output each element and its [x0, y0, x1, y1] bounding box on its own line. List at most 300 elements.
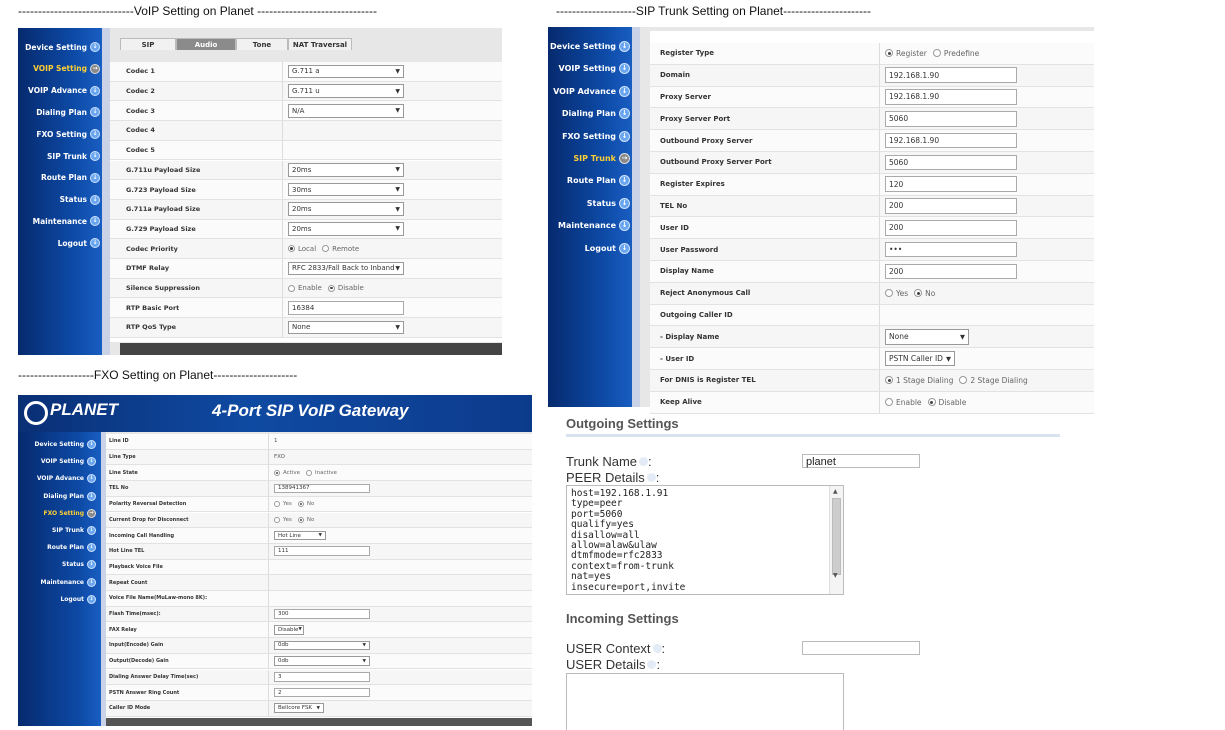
nav-item-voip-advance[interactable] — [28, 86, 100, 96]
nav-item-dialing-plan[interactable] — [36, 107, 100, 117]
column-divider — [268, 560, 269, 575]
field-label: Register Type — [660, 49, 714, 58]
disable-radio-option[interactable] — [928, 398, 967, 407]
chevron-down-icon: ▼ — [395, 186, 400, 194]
column-divider — [282, 298, 283, 317]
dtmf-relay-select[interactable] — [288, 262, 404, 276]
sip-row-outgoing-caller-id — [650, 305, 1094, 327]
nav-item-voip-setting[interactable] — [41, 457, 96, 466]
gateway-title: 4-Port SIP VoIP Gateway — [212, 401, 409, 420]
enable-radio-option[interactable] — [885, 398, 922, 407]
codec-1-select[interactable] — [288, 65, 404, 79]
nav-item-sip-trunk[interactable] — [573, 153, 630, 164]
column-divider — [268, 575, 269, 590]
tab-tone[interactable]: Tone — [236, 38, 288, 50]
chevron-down-icon: ▼ — [298, 627, 302, 633]
voip-row-g-723-payload-size — [110, 180, 502, 200]
field-label: G.711u Payload Size — [126, 165, 201, 174]
field-label: G.723 Payload Size — [126, 185, 196, 194]
help-icon[interactable] — [653, 644, 662, 653]
voip-row-codec-1 — [110, 62, 502, 82]
fxo-row-playback-voice-file — [106, 560, 532, 576]
chevron-down-icon: ▼ — [395, 67, 400, 75]
nav-item-maintenance[interactable] — [33, 216, 100, 226]
proxy-server-port-input[interactable]: 5060 — [885, 111, 1017, 127]
field-value-cell — [274, 450, 285, 465]
pstn-answer-ring-count-input[interactable]: 2 — [274, 688, 370, 698]
radio-button[interactable] — [298, 501, 304, 507]
radio-button[interactable] — [274, 501, 280, 507]
field-label: Codec 4 — [126, 126, 155, 135]
field-label: Domain — [660, 71, 691, 80]
select-value: None — [889, 332, 909, 342]
rtp-basic-port-input[interactable]: 16384 — [288, 301, 404, 315]
planet-logo: PLANET — [50, 400, 118, 419]
field-value-cell — [288, 298, 404, 317]
radio-label: No — [306, 501, 315, 508]
nav-item-logout[interactable] — [585, 243, 630, 254]
nav-item-voip-setting[interactable] — [33, 64, 100, 74]
column-divider — [282, 180, 283, 199]
radio-button[interactable] — [274, 517, 280, 523]
nav-item-label: VOIP Setting — [558, 64, 616, 74]
voip-sidebar — [18, 28, 110, 355]
select-value: 30ms — [292, 185, 312, 194]
sip-row-display-name — [650, 261, 1094, 283]
voip-content — [110, 28, 502, 355]
codec-2-select[interactable] — [288, 84, 404, 98]
nav-item-route-plan[interactable] — [567, 175, 630, 186]
chevron-down-icon: ▼ — [362, 642, 366, 648]
nav-item-logout[interactable] — [60, 595, 96, 604]
nav-item-maintenance[interactable] — [558, 220, 630, 231]
hot-line-tel-input[interactable]: 111 — [274, 546, 370, 556]
yes-radio-option[interactable] — [885, 289, 908, 298]
radio-label: 1 Stage Dialing — [896, 375, 954, 385]
nav-item-label: VOIP Advance — [28, 86, 87, 96]
fxo-row-line-id — [106, 434, 532, 450]
column-divider — [268, 434, 269, 449]
nav-item-label: Device Setting — [34, 441, 84, 448]
field-label: Incoming Call Handling — [109, 532, 175, 539]
chevron-down-icon: ▼ — [316, 705, 320, 711]
help-icon[interactable] — [639, 457, 648, 466]
outbound-proxy-server-port-input[interactable]: 5060 — [885, 155, 1017, 171]
flash-time-msec-input[interactable]: 300 — [274, 609, 370, 619]
field-label: Codec Priority — [126, 244, 178, 253]
nav-item-maintenance[interactable] — [40, 578, 96, 587]
2-stage-dialing-radio-option[interactable] — [959, 376, 1027, 385]
proxy-server-input[interactable]: 192.168.1.90 — [885, 89, 1017, 105]
outgoing-settings-title: Outgoing Settings — [566, 416, 679, 431]
yes-radio-option[interactable] — [274, 501, 292, 507]
field-label: Line ID — [109, 438, 129, 445]
nav-item-logout[interactable] — [58, 238, 100, 248]
nav-item-label: Dialing Plan — [561, 109, 616, 119]
select-value: N/A — [292, 106, 305, 115]
field-label: Line Type — [109, 454, 136, 461]
voip-row-codec-priority — [110, 239, 502, 259]
nav-item-label: Logout — [60, 595, 84, 603]
field-label: DTMF Relay — [126, 264, 170, 273]
nav-item-label: Status — [59, 195, 87, 205]
column-divider — [268, 607, 269, 622]
fxo-row-output-decode-gain — [106, 654, 532, 670]
nav-item-label: Route Plan — [566, 176, 616, 186]
outbound-proxy-server-input[interactable]: 192.168.1.90 — [885, 133, 1017, 149]
select-value: Bellcore FSK — [278, 705, 313, 712]
user-password-input[interactable]: ••• — [885, 242, 1017, 258]
no-radio-option[interactable] — [298, 501, 314, 507]
nav-item-fxo-setting[interactable] — [36, 129, 100, 139]
radio-button[interactable] — [288, 285, 295, 292]
field-value-cell — [288, 62, 404, 81]
arrow-down-circle-icon: ↓ — [87, 560, 96, 569]
select-value: Disable — [278, 626, 299, 633]
local-radio-option[interactable] — [288, 245, 316, 253]
field-label: G.711a Payload Size — [126, 205, 201, 214]
select-value: Hot Line — [278, 532, 301, 539]
radio-button[interactable] — [306, 470, 312, 476]
predefine-radio-option[interactable] — [933, 49, 979, 58]
field-value-cell — [885, 130, 1017, 151]
no-radio-option[interactable] — [298, 517, 314, 523]
column-divider — [282, 161, 283, 180]
tel-no-input[interactable]: 200 — [885, 198, 1017, 214]
sip-row-outbound-proxy-server — [650, 130, 1094, 152]
nav-item-fxo-setting[interactable] — [44, 509, 96, 518]
chevron-down-icon: ▼ — [960, 332, 965, 341]
voip-row-codec-4 — [110, 121, 502, 141]
disable-radio-option[interactable] — [328, 284, 364, 292]
no-radio-option[interactable] — [914, 289, 935, 298]
radio-button[interactable] — [885, 376, 893, 384]
fxo-sidebar — [18, 432, 106, 726]
tab-audio[interactable]: Audio — [176, 38, 236, 50]
field-value-cell — [274, 528, 326, 543]
fxo-row-incoming-call-handling — [106, 528, 532, 544]
field-value-cell — [274, 434, 278, 449]
chevron-down-icon: ▼ — [946, 354, 951, 363]
field-label: - Display Name — [660, 332, 720, 341]
nav-item-label: Route Plan — [40, 173, 87, 183]
fxo-row-tel-no — [106, 481, 532, 497]
dialing-answer-delay-time-sec-input[interactable]: 3 — [274, 672, 370, 682]
scroll-down-icon[interactable]: ▼ — [833, 572, 838, 579]
column-divider — [282, 200, 283, 219]
radio-button[interactable] — [288, 245, 295, 252]
fax-relay-select[interactable] — [274, 625, 304, 635]
field-label: Current Drop for Disconnect — [109, 516, 189, 523]
radio-button[interactable] — [933, 49, 941, 57]
field-label: Output(Decode) Gain — [109, 658, 169, 665]
voip-row-g-711a-payload-size — [110, 200, 502, 220]
arrow-down-circle-icon: ↓ — [619, 86, 630, 97]
nav-item-sip-trunk[interactable] — [47, 151, 100, 161]
voip-footer-bar — [120, 343, 502, 355]
radio-button[interactable] — [914, 289, 922, 297]
arrow-down-circle-icon: ↓ — [90, 216, 100, 226]
incoming-settings-title: Incoming Settings — [566, 611, 679, 626]
nav-item-route-plan[interactable] — [47, 543, 96, 552]
radio-button[interactable] — [928, 398, 936, 406]
user-id-input[interactable]: 200 — [885, 220, 1017, 236]
radio-label: Inactive — [315, 469, 337, 476]
radio-label: Disable — [938, 397, 967, 407]
column-divider — [268, 654, 269, 669]
field-text: FXO — [274, 454, 285, 461]
column-divider — [879, 348, 880, 369]
chevron-down-icon: ▼ — [395, 264, 400, 272]
chevron-down-icon: ▼ — [395, 87, 400, 95]
column-divider — [879, 392, 880, 413]
column-divider — [268, 465, 269, 480]
fxo-caption: -------------------FXO Setting on Planet--------------------- — [18, 368, 298, 382]
peer-details-scrollbar[interactable] — [829, 486, 843, 594]
arrow-down-circle-icon: ↓ — [90, 42, 100, 52]
column-divider — [879, 65, 880, 86]
nav-item-status[interactable] — [60, 195, 100, 205]
field-label: For DNIS is Register TEL — [660, 376, 756, 385]
field-label: Codec 1 — [126, 67, 155, 76]
fxo-row-line-type — [106, 450, 532, 466]
rtp-qos-type-select[interactable] — [288, 321, 404, 335]
field-label: - User ID — [660, 354, 695, 363]
chevron-down-icon: ▼ — [395, 205, 400, 213]
g-711u-payload-size-select[interactable] — [288, 163, 404, 177]
sip-row-for-dnis-is-register-tel — [650, 370, 1094, 392]
radio-label: Yes — [283, 501, 292, 508]
field-value-cell — [288, 161, 404, 180]
field-value-cell — [274, 544, 370, 559]
codec-3-select[interactable] — [288, 104, 404, 118]
radio-button[interactable] — [298, 517, 304, 523]
enable-radio-option[interactable] — [288, 284, 322, 292]
nav-item-device-setting[interactable] — [550, 41, 630, 52]
arrow-down-circle-icon: ↓ — [619, 198, 630, 209]
radio-button[interactable] — [885, 398, 893, 406]
nav-item-label: FXO Setting — [562, 131, 616, 141]
voip-row-codec-3 — [110, 101, 502, 121]
arrow-down-circle-icon: ↓ — [619, 131, 630, 142]
yes-radio-option[interactable] — [274, 517, 292, 523]
field-label: Register Expires — [660, 180, 725, 189]
field-value-cell — [274, 513, 320, 528]
user-details-textarea[interactable] — [566, 673, 844, 730]
field-label: User ID — [660, 223, 689, 232]
nav-item-label: FXO Setting — [43, 509, 84, 517]
field-value-cell — [885, 239, 1017, 260]
nav-item-voip-setting[interactable] — [559, 63, 630, 74]
scroll-up-icon[interactable]: ▲ — [833, 488, 838, 495]
field-label: User Password — [660, 245, 719, 254]
user-context-input[interactable] — [802, 641, 920, 655]
radio-button[interactable] — [274, 470, 280, 476]
g-729-payload-size-select[interactable] — [288, 222, 404, 236]
nav-item-device-setting[interactable] — [35, 440, 96, 449]
nav-item-label: SIP Trunk — [573, 154, 616, 163]
g-723-payload-size-select[interactable] — [288, 183, 404, 197]
voip-caption: -----------------------------VoIP Setting on Planet ------------------------------ — [18, 4, 377, 18]
field-text: 1 — [274, 438, 278, 445]
field-label: Hot Line TEL — [109, 548, 145, 555]
fxo-row-polarity-reversal-detection — [106, 497, 532, 513]
fxo-header — [18, 395, 532, 432]
column-divider — [282, 62, 283, 81]
nav-item-label: Device Setting — [550, 42, 616, 51]
fxo-row-line-state — [106, 465, 532, 481]
sip-row-user-id — [650, 348, 1094, 370]
field-value-cell — [885, 152, 1017, 173]
g-711a-payload-size-select[interactable] — [288, 202, 404, 216]
active-radio-option[interactable] — [274, 470, 300, 476]
nav-item-status[interactable] — [62, 560, 96, 569]
radio-button[interactable] — [328, 285, 335, 292]
arrow-down-circle-icon: ↓ — [87, 492, 96, 501]
remote-radio-option[interactable] — [322, 245, 359, 253]
column-divider — [268, 481, 269, 496]
domain-input[interactable]: 192.168.1.90 — [885, 67, 1017, 83]
select-value: None — [292, 323, 311, 332]
arrow-down-circle-icon: ↓ — [90, 151, 100, 161]
field-value-cell — [288, 259, 404, 278]
field-value-cell — [885, 261, 1017, 282]
column-divider — [282, 82, 283, 101]
select-value: 20ms — [292, 205, 312, 214]
field-value-cell — [288, 180, 404, 199]
select-value: 20ms — [292, 165, 312, 174]
display-name-input[interactable]: 200 — [885, 264, 1017, 280]
user-details-label: USER Details : — [566, 657, 661, 672]
user-id-select[interactable] — [885, 351, 955, 367]
arrow-down-circle-icon: ↓ — [87, 543, 96, 552]
radio-label: Enable — [298, 284, 322, 293]
1-stage-dialing-radio-option[interactable] — [885, 376, 953, 385]
column-divider — [268, 528, 269, 543]
nav-item-label: Maintenance — [557, 221, 616, 231]
sip-caption: --------------------SIP Trunk Setting on Planet---------------------- — [556, 4, 872, 18]
field-label: Outbound Proxy Server Port — [660, 158, 772, 167]
scrollbar-thumb[interactable] — [832, 498, 841, 575]
output-decode-gain-select[interactable] — [274, 656, 370, 666]
field-label: Codec 3 — [126, 106, 155, 115]
field-value-cell — [885, 108, 1017, 129]
register-expires-input[interactable]: 120 — [885, 176, 1017, 192]
arrow-down-circle-icon: ↓ — [90, 107, 100, 117]
radio-label: Enable — [896, 397, 922, 407]
field-value-cell — [274, 481, 370, 496]
display-name-select[interactable] — [885, 329, 969, 345]
help-icon[interactable] — [647, 473, 656, 482]
nav-item-voip-advance[interactable] — [37, 474, 96, 483]
register-radio-option[interactable] — [885, 49, 927, 58]
column-divider — [879, 217, 880, 238]
tab-nat-traversal[interactable]: NAT Traversal — [288, 38, 352, 50]
field-label: Silence Suppression — [126, 284, 200, 293]
inactive-radio-option[interactable] — [306, 470, 337, 476]
field-value-cell — [885, 217, 1017, 238]
fxo-row-pstn-answer-ring-count — [106, 685, 532, 701]
radio-button[interactable] — [885, 49, 893, 57]
planet-logo-icon — [24, 401, 48, 425]
field-value-cell — [274, 670, 370, 685]
incoming-call-handling-select[interactable] — [274, 531, 326, 541]
field-value-cell — [274, 622, 304, 637]
user-context-label: USER Context : — [566, 641, 666, 656]
field-value-cell — [885, 283, 941, 304]
tab-sip[interactable]: SIP — [120, 38, 176, 50]
nav-item-label: Logout — [57, 238, 87, 248]
caller-id-mode-select[interactable] — [274, 703, 324, 713]
column-divider — [282, 101, 283, 120]
arrow-down-circle-icon: ↓ — [619, 243, 630, 254]
voip-row-codec-5 — [110, 141, 502, 161]
nav-item-label: Status — [62, 561, 84, 569]
chevron-down-icon: ▼ — [395, 166, 400, 174]
nav-item-device-setting[interactable] — [25, 42, 100, 52]
fxo-row-dialing-answer-delay-time-sec — [106, 670, 532, 686]
radio-label: Yes — [896, 288, 909, 298]
nav-item-label: VOIP Advance — [36, 475, 84, 483]
field-label: Proxy Server Port — [660, 114, 731, 123]
sip-row-reject-anonymous-call — [650, 283, 1094, 305]
sip-row-proxy-server-port — [650, 108, 1094, 130]
field-label: RTP Basic Port — [126, 303, 180, 312]
radio-button[interactable] — [322, 245, 329, 252]
field-label: RTP QoS Type — [126, 323, 177, 332]
nav-item-voip-advance[interactable] — [553, 86, 630, 97]
fxo-footer-bar — [106, 718, 532, 726]
radio-label: Yes — [283, 516, 292, 523]
field-label: Playback Voice File — [109, 563, 163, 570]
nav-item-route-plan[interactable] — [41, 173, 100, 183]
trunk-name-input[interactable]: planet — [802, 454, 920, 468]
sip-content — [640, 27, 1094, 407]
arrow-down-circle-icon: ↓ — [619, 108, 630, 119]
field-value-cell — [274, 465, 343, 480]
field-value-cell — [288, 279, 370, 298]
nav-item-sip-trunk[interactable] — [52, 526, 96, 535]
peer-details-textarea[interactable]: host=192.168.1.91 type=peer port=5060 qualify=yes disallow=all allow=alaw&ulaw dtmfmode=rfc2833 context=from-trunk nat=yes insecure=port,invite — [566, 485, 844, 595]
nav-item-status[interactable] — [587, 198, 630, 209]
field-value-cell — [288, 101, 404, 120]
nav-item-label: SIP Trunk — [47, 151, 87, 161]
arrow-down-circle-icon: ↓ — [90, 129, 100, 139]
nav-item-fxo-setting[interactable] — [562, 131, 630, 142]
field-value-cell — [885, 348, 955, 369]
radio-label: Register — [896, 48, 927, 58]
radio-button[interactable] — [959, 376, 967, 384]
nav-item-label: Logout — [584, 243, 616, 253]
select-value: G.711 a — [292, 67, 320, 76]
field-value-cell — [885, 87, 1017, 108]
tel-no-input[interactable]: 138941367 — [274, 484, 370, 494]
nav-item-label: VOIP Setting — [33, 64, 87, 74]
help-icon[interactable] — [647, 660, 656, 669]
radio-label: Predefine — [943, 48, 980, 58]
input-encode-gain-select[interactable] — [274, 641, 370, 651]
arrow-down-circle-icon: ↓ — [87, 474, 96, 483]
arrow-down-circle-icon: ↓ — [87, 440, 96, 449]
radio-button[interactable] — [885, 289, 893, 297]
nav-item-dialing-plan[interactable] — [562, 108, 630, 119]
arrow-down-circle-icon: ↓ — [90, 238, 100, 248]
nav-item-label: Maintenance — [32, 216, 87, 226]
field-label: Outgoing Caller ID — [660, 310, 733, 319]
field-value-cell — [885, 65, 1017, 86]
select-value: 0db — [278, 658, 289, 665]
nav-item-dialing-plan[interactable] — [43, 492, 96, 501]
